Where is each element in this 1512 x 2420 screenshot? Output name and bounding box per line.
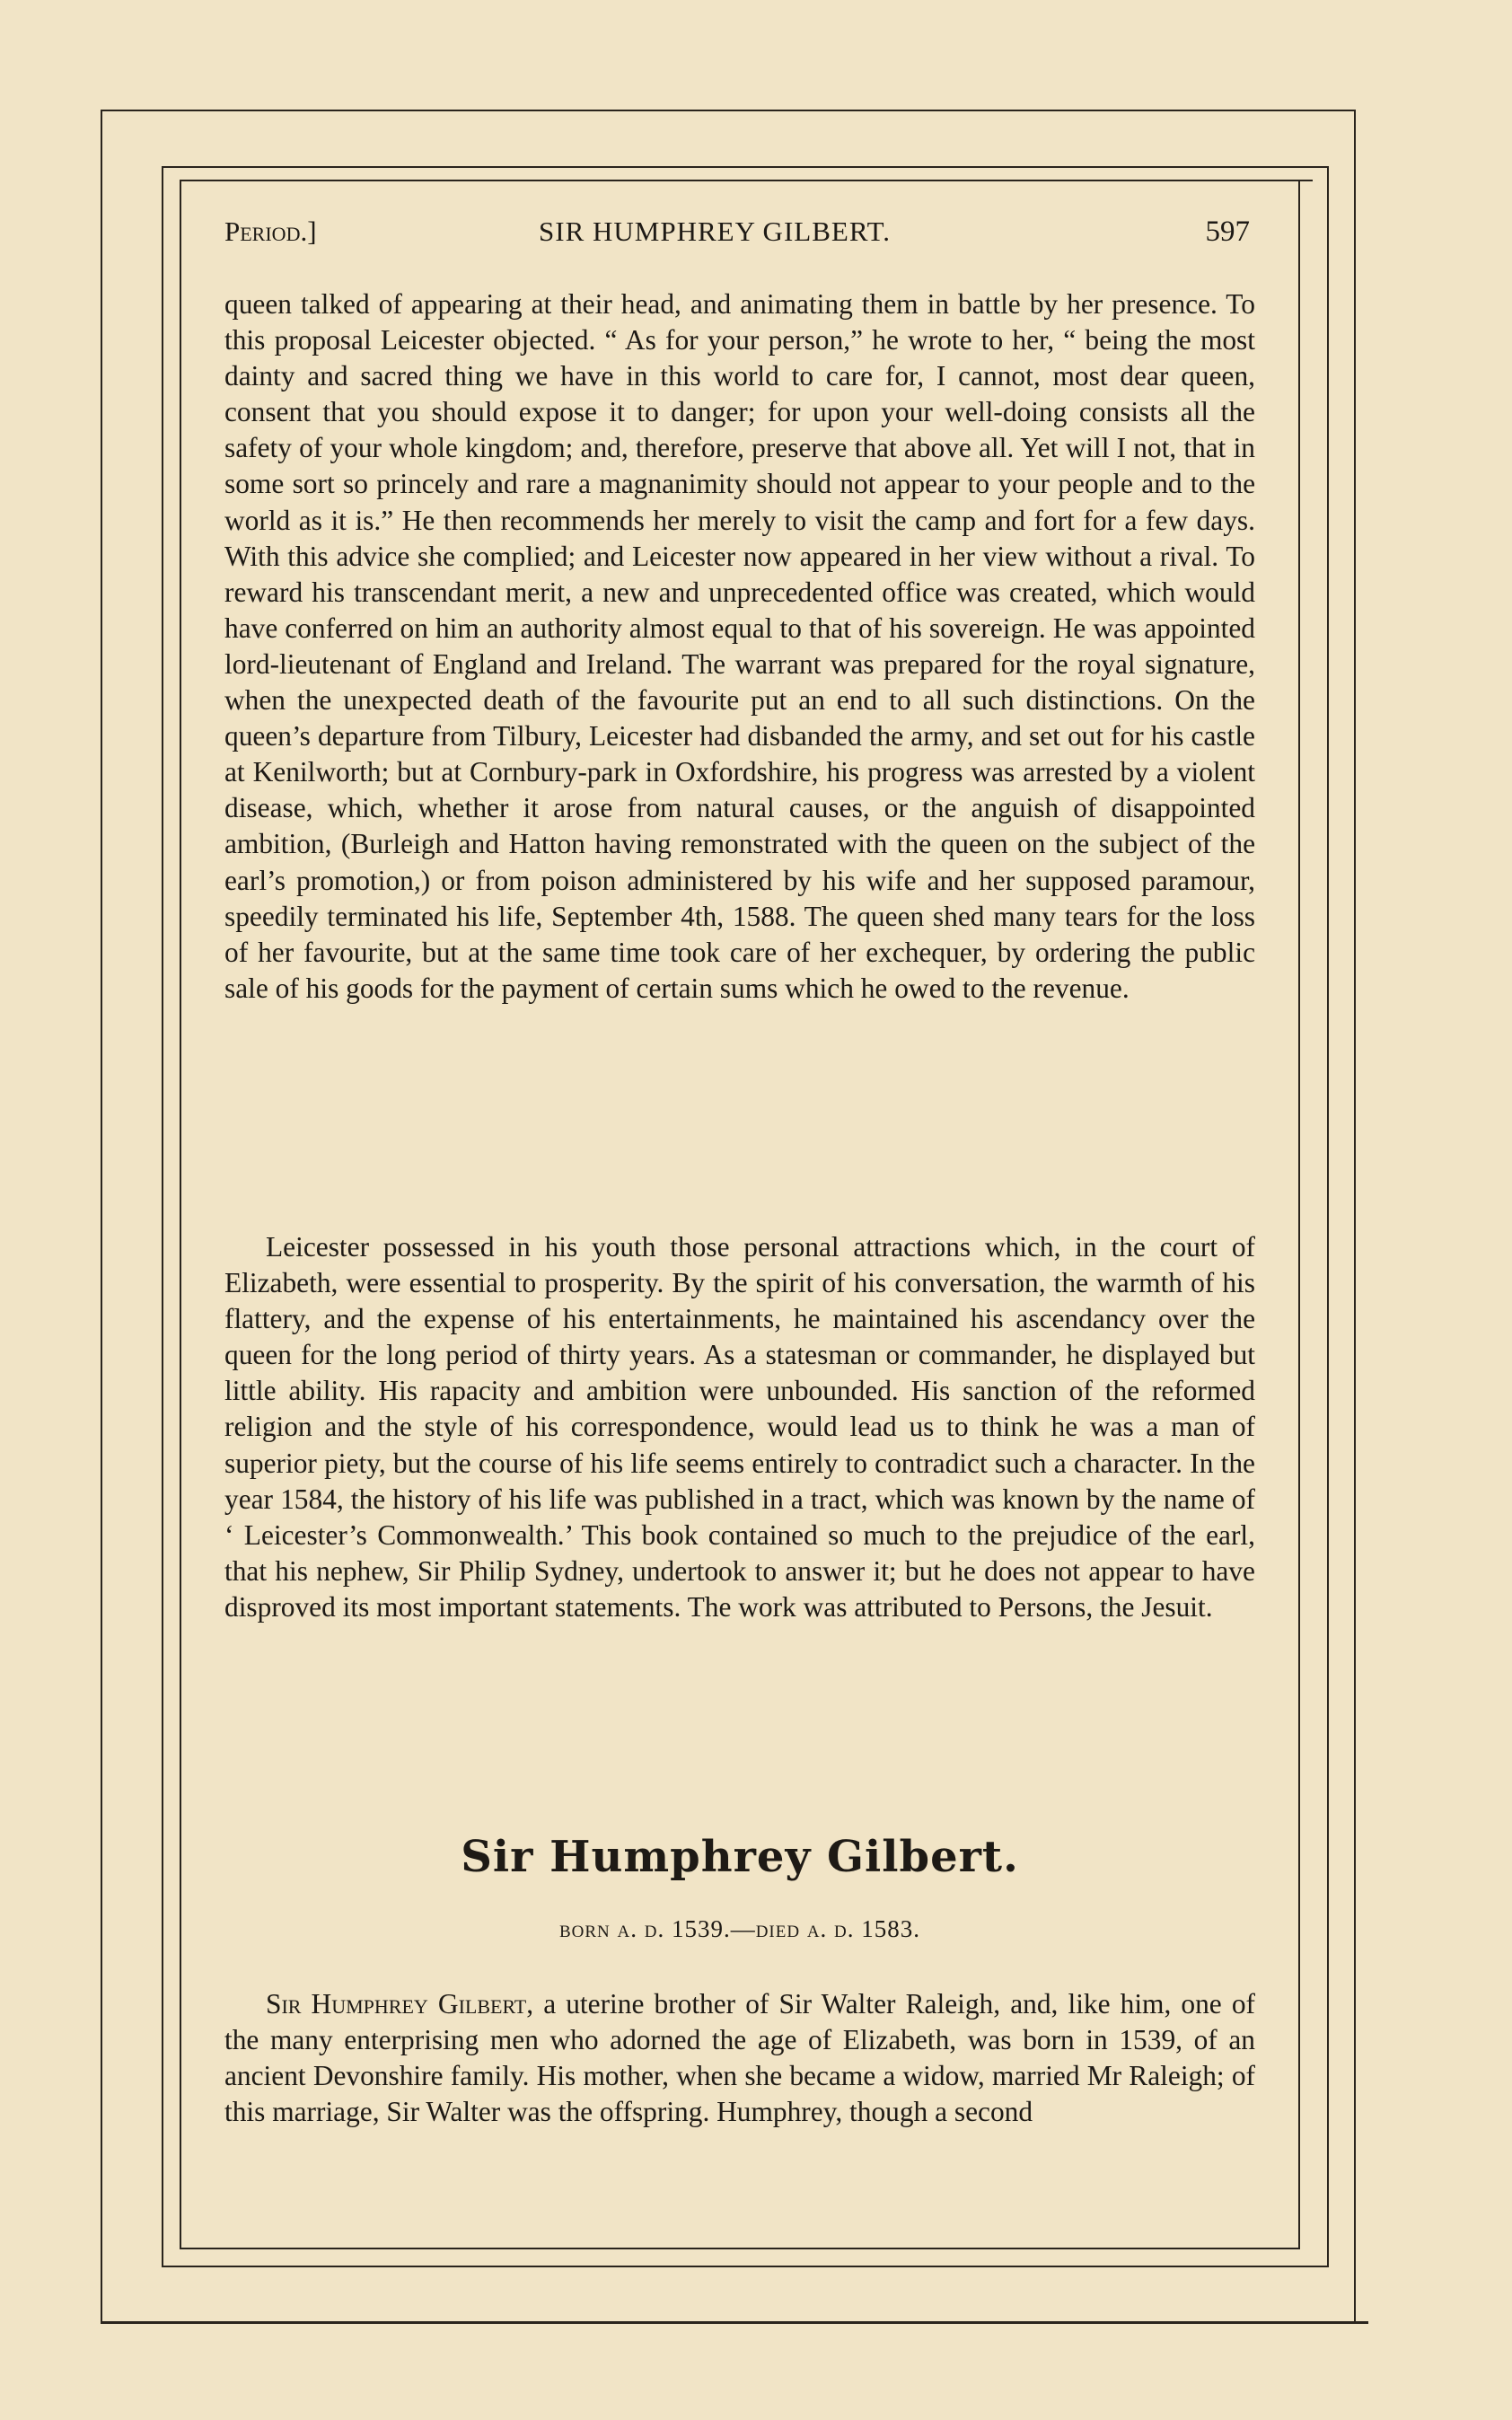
inner-frame-bottom <box>180 2248 1300 2249</box>
inner-frame-right <box>1298 180 1300 2249</box>
running-head-title: SIR HUMPHREY GILBERT. <box>539 216 892 247</box>
body-paragraph-2: Leicester possessed in his youth those personal attractions which, in the court of Elizabeth, were essential to prosperity. By the spirit of his conversation, the warmth of his flattery, and the expense of his entertainments, he maintained his ascendancy over the queen for the long period of thirty years. As a statesman or commander, he displayed but little ability. His rapacity and ambition were unbounded. His sanction of the reformed religion and the style of his correspondence, would lead us to think he was a man of superior piety, but the course of his life seems entirely to contradict such a character. In the year 1584, the history of his life was published in a tract, which was known by the name of ‘ Leicester’s Commonwealth.’ This book contained so much to the prejudice of the earl, that his nephew, Sir Philip Sydney, undertook to answer it; but he does not appear to have disproved its most important statements. The work was attributed to Persons, the Jesuit. <box>224 1231 1255 1623</box>
outer-frame-bottom <box>101 2321 1368 2324</box>
body-paragraph-1: queen talked of appearing at their head, and animating them in battle by her presence. To this proposal Leicester objected. “ As for your person,” he wrote to her, “ being the most dainty and sacred thing we have in this world to care for, I cannot, most dear queen, consent that you should expose it to danger; for upon your well-doing consists all the safety of your whole kingdom; and, therefore, preserve that above all. Yet will I not, that in some sort so princely and rare a magnanimity should not appear to your people and to the world as it is.” He then recommends her merely to visit the camp and fort for a few days. With this advice she complied; and Leicester now appeared in her view without a rival. To reward his transcendant merit, a new and unprecedented office was created, which would have conferred on him an authority almost equal to that of his sovereign. He was appointed lord-lieutenant of England and Ireland. The warrant was prepared for the royal signature, when the unexpected death of the favourite put an end to all such distinctions. On the queen’s departure from Tilbury, Leicester had disbanded the army, and set out for his castle at Kenilworth; but at Cornbury-park in Oxfordshire, his progress was arrested by a violent disease, which, whether it arose from natural causes, or the anguish of disappointed ambition, (Burleigh and Hatton having remonstrated with the queen on the subject of the earl’s promotion,) or from poison administered by his wife and her supposed paramour, speedily terminated his life, September 4th, 1588. The queen shed many tears for the loss of her favourite, but at the same time took care of her exchequer, by ordering the public sale of his goods for the payment of certain sums which he owed to the revenue. <box>224 288 1255 1004</box>
page-number: 597 <box>1205 216 1250 248</box>
running-head <box>224 216 1255 260</box>
biography-paragraph <box>224 1986 1255 2130</box>
biography-dates: born a. d. 1539.—died a. d. 1583. <box>558 1915 921 1942</box>
running-head-period: Period.] <box>224 216 317 247</box>
biography-lead-name: Sir Humphrey Gilbert, <box>266 1988 534 2020</box>
inner-frame-left <box>180 180 181 2249</box>
outer-frame-top <box>101 110 1356 111</box>
inner-frame-top <box>180 180 1313 181</box>
middle-frame-right <box>1327 166 1329 2267</box>
biography-title: Sir Humphrey Gilbert. <box>461 1832 1019 1882</box>
outer-frame-left <box>101 110 102 2323</box>
middle-frame-bottom <box>162 2266 1329 2267</box>
middle-frame-left <box>162 166 163 2267</box>
biography-paragraph-text: a uterine brother of Sir Walter Raleigh, and, like him, one of the many enterprising men who adorned the age of Elizabeth, was born in 1539, of an ancient Devonshire family. His mother, when she became a widow, married Mr Raleigh; of this marriage, Sir Walter was the offspring. Humphrey, though a second <box>224 1988 1255 2128</box>
middle-frame-top <box>162 166 1329 168</box>
outer-frame-right <box>1354 110 1356 2323</box>
